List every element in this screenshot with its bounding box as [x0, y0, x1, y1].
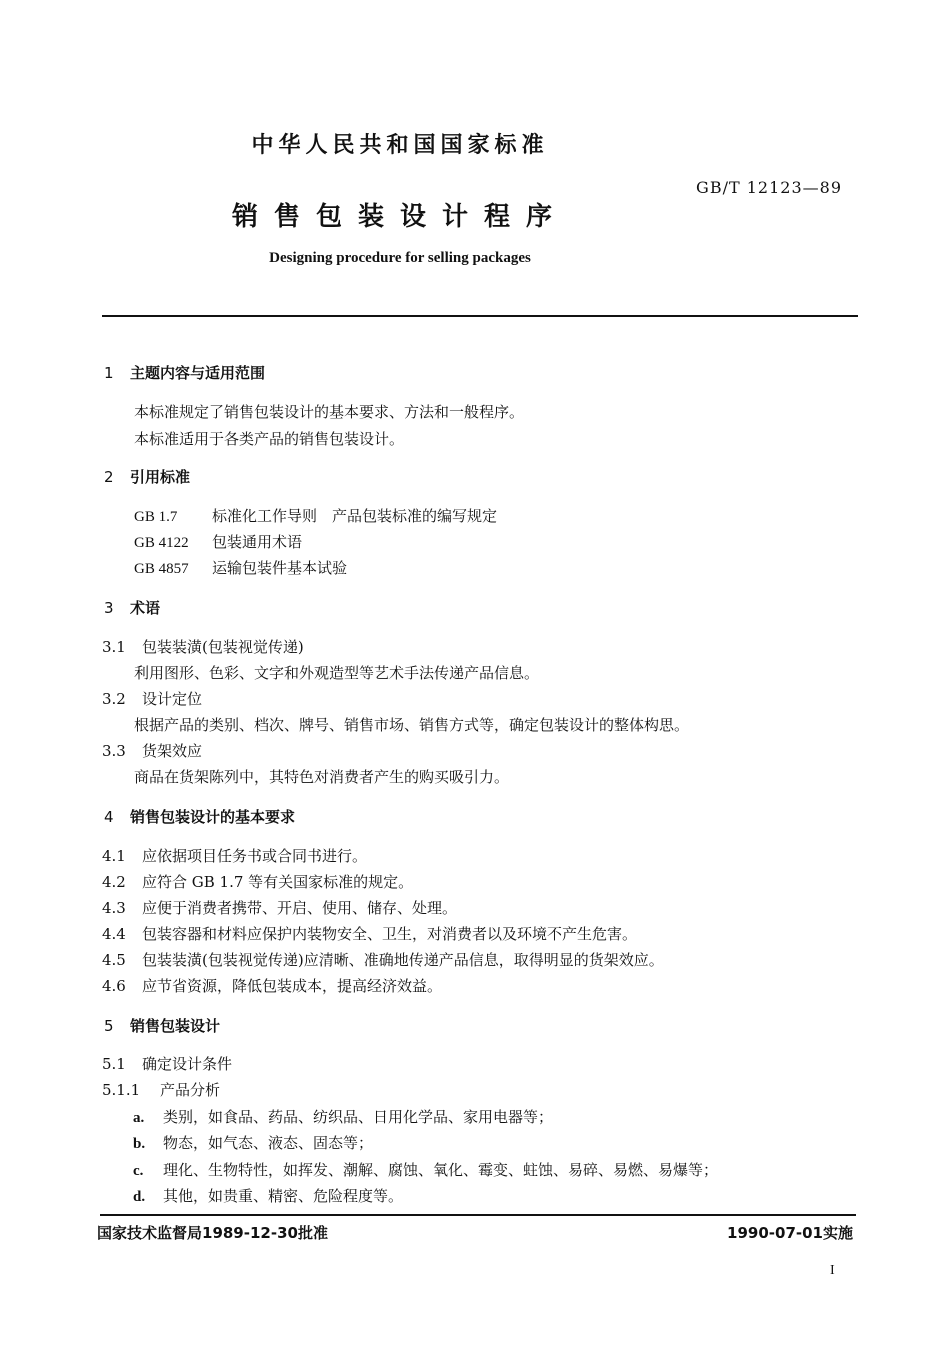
clause-number: 4.5 — [102, 951, 126, 969]
reference-title: 标准化工作导则 产品包装标准的编写规定 — [212, 507, 498, 525]
section-number: 2 — [104, 468, 114, 486]
list-item — [133, 1106, 553, 1127]
reference-item — [134, 557, 347, 578]
requirement-text: 应节省资源，降低包装成本，提高经济效益。 — [142, 977, 443, 995]
section-title: 主题内容与适用范围 — [130, 364, 266, 382]
requirement-item — [102, 845, 367, 866]
clause-number: 3.3 — [102, 742, 126, 760]
clause-number: 4.2 — [102, 873, 126, 891]
clause-number: 5.1.1 — [102, 1081, 141, 1099]
requirement-item — [102, 871, 413, 892]
subclause-heading — [102, 1053, 232, 1074]
item-letter: d. — [133, 1189, 146, 1205]
item-text: 其他，如贵重、精密、危险程度等。 — [163, 1187, 404, 1205]
requirement-item — [102, 975, 442, 996]
term-name: 货架效应 — [142, 742, 203, 760]
clause-number: 4.4 — [102, 925, 126, 943]
term-definition: 根据产品的类别、档次、牌号、销售市场、销售方式等，确定包装设计的整体构思。 — [134, 716, 690, 734]
effective-date: 1990-07-01实施 — [727, 1224, 853, 1242]
reference-code: GB 4857 — [134, 561, 189, 577]
section-number: 3 — [104, 599, 114, 617]
subclause-title: 确定设计条件 — [142, 1055, 233, 1073]
list-item — [133, 1159, 718, 1180]
term-definition: 商品在货架陈列中，其特色对消费者产生的购买吸引力。 — [134, 768, 510, 786]
clause-number: 4.3 — [102, 899, 126, 917]
term-heading — [102, 688, 202, 709]
reference-title: 包装通用术语 — [212, 533, 303, 551]
section-number: 1 — [104, 364, 114, 382]
reference-item — [134, 531, 302, 552]
section-number: 5 — [104, 1017, 114, 1035]
paragraph: 本标准适用于各类产品的销售包装设计。 — [134, 430, 405, 448]
document-title-english: Designing procedure for selling packages — [269, 250, 531, 266]
item-text: 物态，如气态、液态、固态等； — [163, 1134, 374, 1152]
bottom-rule — [100, 1214, 856, 1216]
reference-item — [134, 505, 497, 526]
reference-title: 运输包装件基本试验 — [212, 559, 348, 577]
clause-number: 3.1 — [102, 638, 126, 656]
clause-number: 4.6 — [102, 977, 126, 995]
term-name: 设计定位 — [142, 690, 203, 708]
section-number: 4 — [104, 808, 114, 826]
list-item — [133, 1132, 373, 1153]
section-3-heading — [104, 597, 160, 618]
section-1-heading — [104, 362, 265, 383]
term-heading — [102, 636, 304, 657]
subclause-title: 产品分析 — [160, 1081, 221, 1099]
national-standard-heading: 中华人民共和国国家标准 — [251, 133, 549, 158]
section-4-heading — [104, 806, 295, 827]
clause-number: 3.2 — [102, 690, 126, 708]
item-text: 类别，如食品、药品、纺织品、日用化学品、家用电器等； — [163, 1108, 554, 1126]
section-title: 引用标准 — [130, 468, 191, 486]
term-heading — [102, 740, 202, 761]
section-title: 销售包装设计 — [130, 1017, 221, 1035]
reference-code: GB 4122 — [134, 535, 189, 551]
top-rule — [102, 315, 858, 317]
page-number: I — [830, 1263, 835, 1278]
item-letter: b. — [133, 1136, 146, 1152]
requirement-item — [102, 897, 457, 918]
list-item — [133, 1185, 403, 1206]
item-letter: a. — [133, 1110, 145, 1126]
approval-date: 国家技术监督局1989-12-30批准 — [97, 1224, 328, 1242]
paragraph: 本标准规定了销售包装设计的基本要求、方法和一般程序。 — [134, 403, 525, 421]
requirement-text: 包装装潢(包装视觉传递)应清晰、准确地传递产品信息，取得明显的货架效应。 — [142, 951, 664, 969]
standard-number: GB/T 12123—89 — [696, 178, 842, 197]
section-title: 销售包装设计的基本要求 — [130, 808, 296, 826]
subclause-heading — [102, 1079, 220, 1100]
term-definition: 利用图形、色彩、文字和外观造型等艺术手法传递产品信息。 — [134, 664, 540, 682]
reference-code: GB 1.7 — [134, 509, 178, 525]
section-2-heading — [104, 466, 190, 487]
clause-number: 4.1 — [102, 847, 126, 865]
requirement-text: 应依据项目任务书或合同书进行。 — [142, 847, 368, 865]
term-name: 包装装潢(包装视觉传递) — [142, 638, 304, 656]
requirement-text: 应便于消费者携带、开启、使用、储存、处理。 — [142, 899, 458, 917]
document-title: 销售包装设计程序 — [231, 202, 568, 232]
clause-number: 5.1 — [102, 1055, 126, 1073]
requirement-item — [102, 949, 664, 970]
requirement-text: 包装容器和材料应保护内装物安全、卫生，对消费者以及环境不产生危害。 — [142, 925, 638, 943]
section-title: 术语 — [130, 599, 161, 617]
requirement-item — [102, 923, 637, 944]
requirement-text: 应符合 GB 1.7 等有关国家标准的规定。 — [142, 873, 414, 891]
item-letter: c. — [133, 1163, 144, 1179]
section-5-heading — [104, 1015, 220, 1036]
item-text: 理化、生物特性，如挥发、潮解、腐蚀、氧化、霉变、蛀蚀、易碎、易燃、易爆等； — [163, 1161, 719, 1179]
